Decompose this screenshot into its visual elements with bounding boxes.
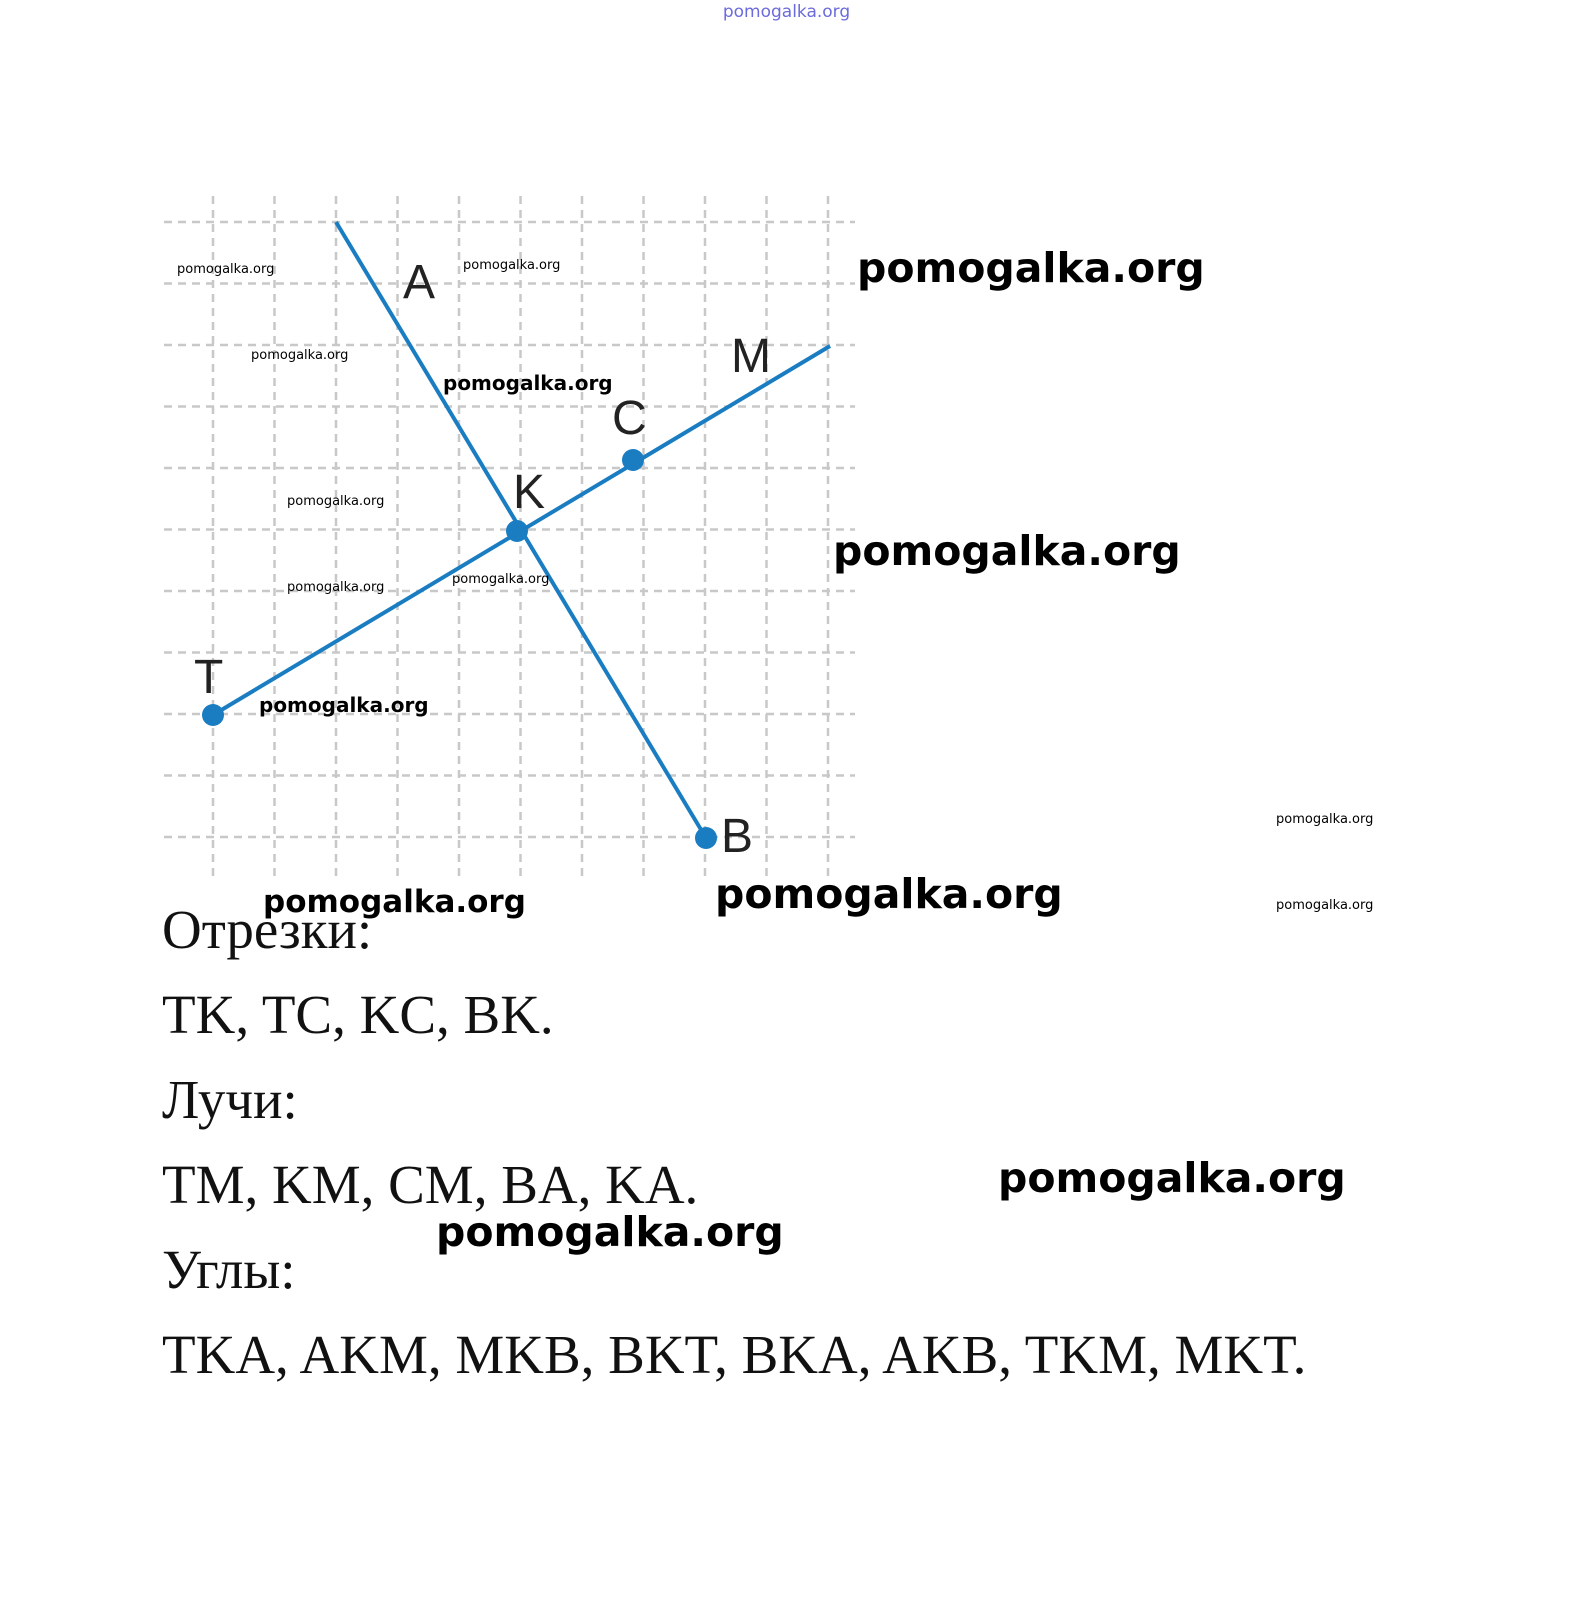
watermark: pomogalka.org — [177, 262, 275, 277]
watermark: pomogalka.org — [1276, 898, 1374, 913]
point-c-label: C — [612, 392, 647, 445]
header-site-link[interactable]: pomogalka.org — [722, 2, 851, 22]
watermark: pomogalka.org — [463, 258, 561, 273]
watermark: pomogalka.org — [259, 693, 429, 717]
angles-list: TKA, AKM, MKB, BKT, BKA, AKB, TKM, MKT. — [162, 1324, 1307, 1385]
point-t-label: T — [194, 651, 224, 704]
watermark: pomogalka.org — [251, 348, 349, 363]
point-k-dot — [506, 520, 528, 542]
rays-heading: Лучи: — [162, 1069, 298, 1130]
watermark: pomogalka.org — [857, 244, 1205, 292]
watermark: pomogalka.org — [443, 371, 613, 395]
watermark: pomogalka.org — [263, 884, 526, 920]
angles-heading: Углы: — [162, 1239, 296, 1300]
watermark: pomogalka.org — [287, 494, 385, 509]
watermark: pomogalka.org — [287, 580, 385, 595]
watermark: pomogalka.org — [1276, 812, 1374, 827]
point-c-dot — [622, 449, 644, 471]
watermark: pomogalka.org — [833, 527, 1181, 575]
watermark: pomogalka.org — [715, 870, 1063, 918]
point-b-dot — [695, 827, 717, 849]
watermark: pomogalka.org — [452, 572, 550, 587]
watermark: pomogalka.org — [998, 1154, 1346, 1202]
rays-list: TM, KM, CM, BA, KA. — [162, 1154, 699, 1215]
point-a-label: A — [403, 256, 436, 309]
point-b-label: B — [721, 810, 754, 863]
watermark: pomogalka.org — [436, 1208, 784, 1256]
point-m-label: M — [731, 330, 771, 383]
segments-list: TK, TC, KC, BK. — [162, 984, 554, 1045]
point-k-label: K — [513, 466, 546, 519]
segments-heading: Отрезки: — [162, 899, 373, 960]
point-t-dot — [202, 704, 224, 726]
